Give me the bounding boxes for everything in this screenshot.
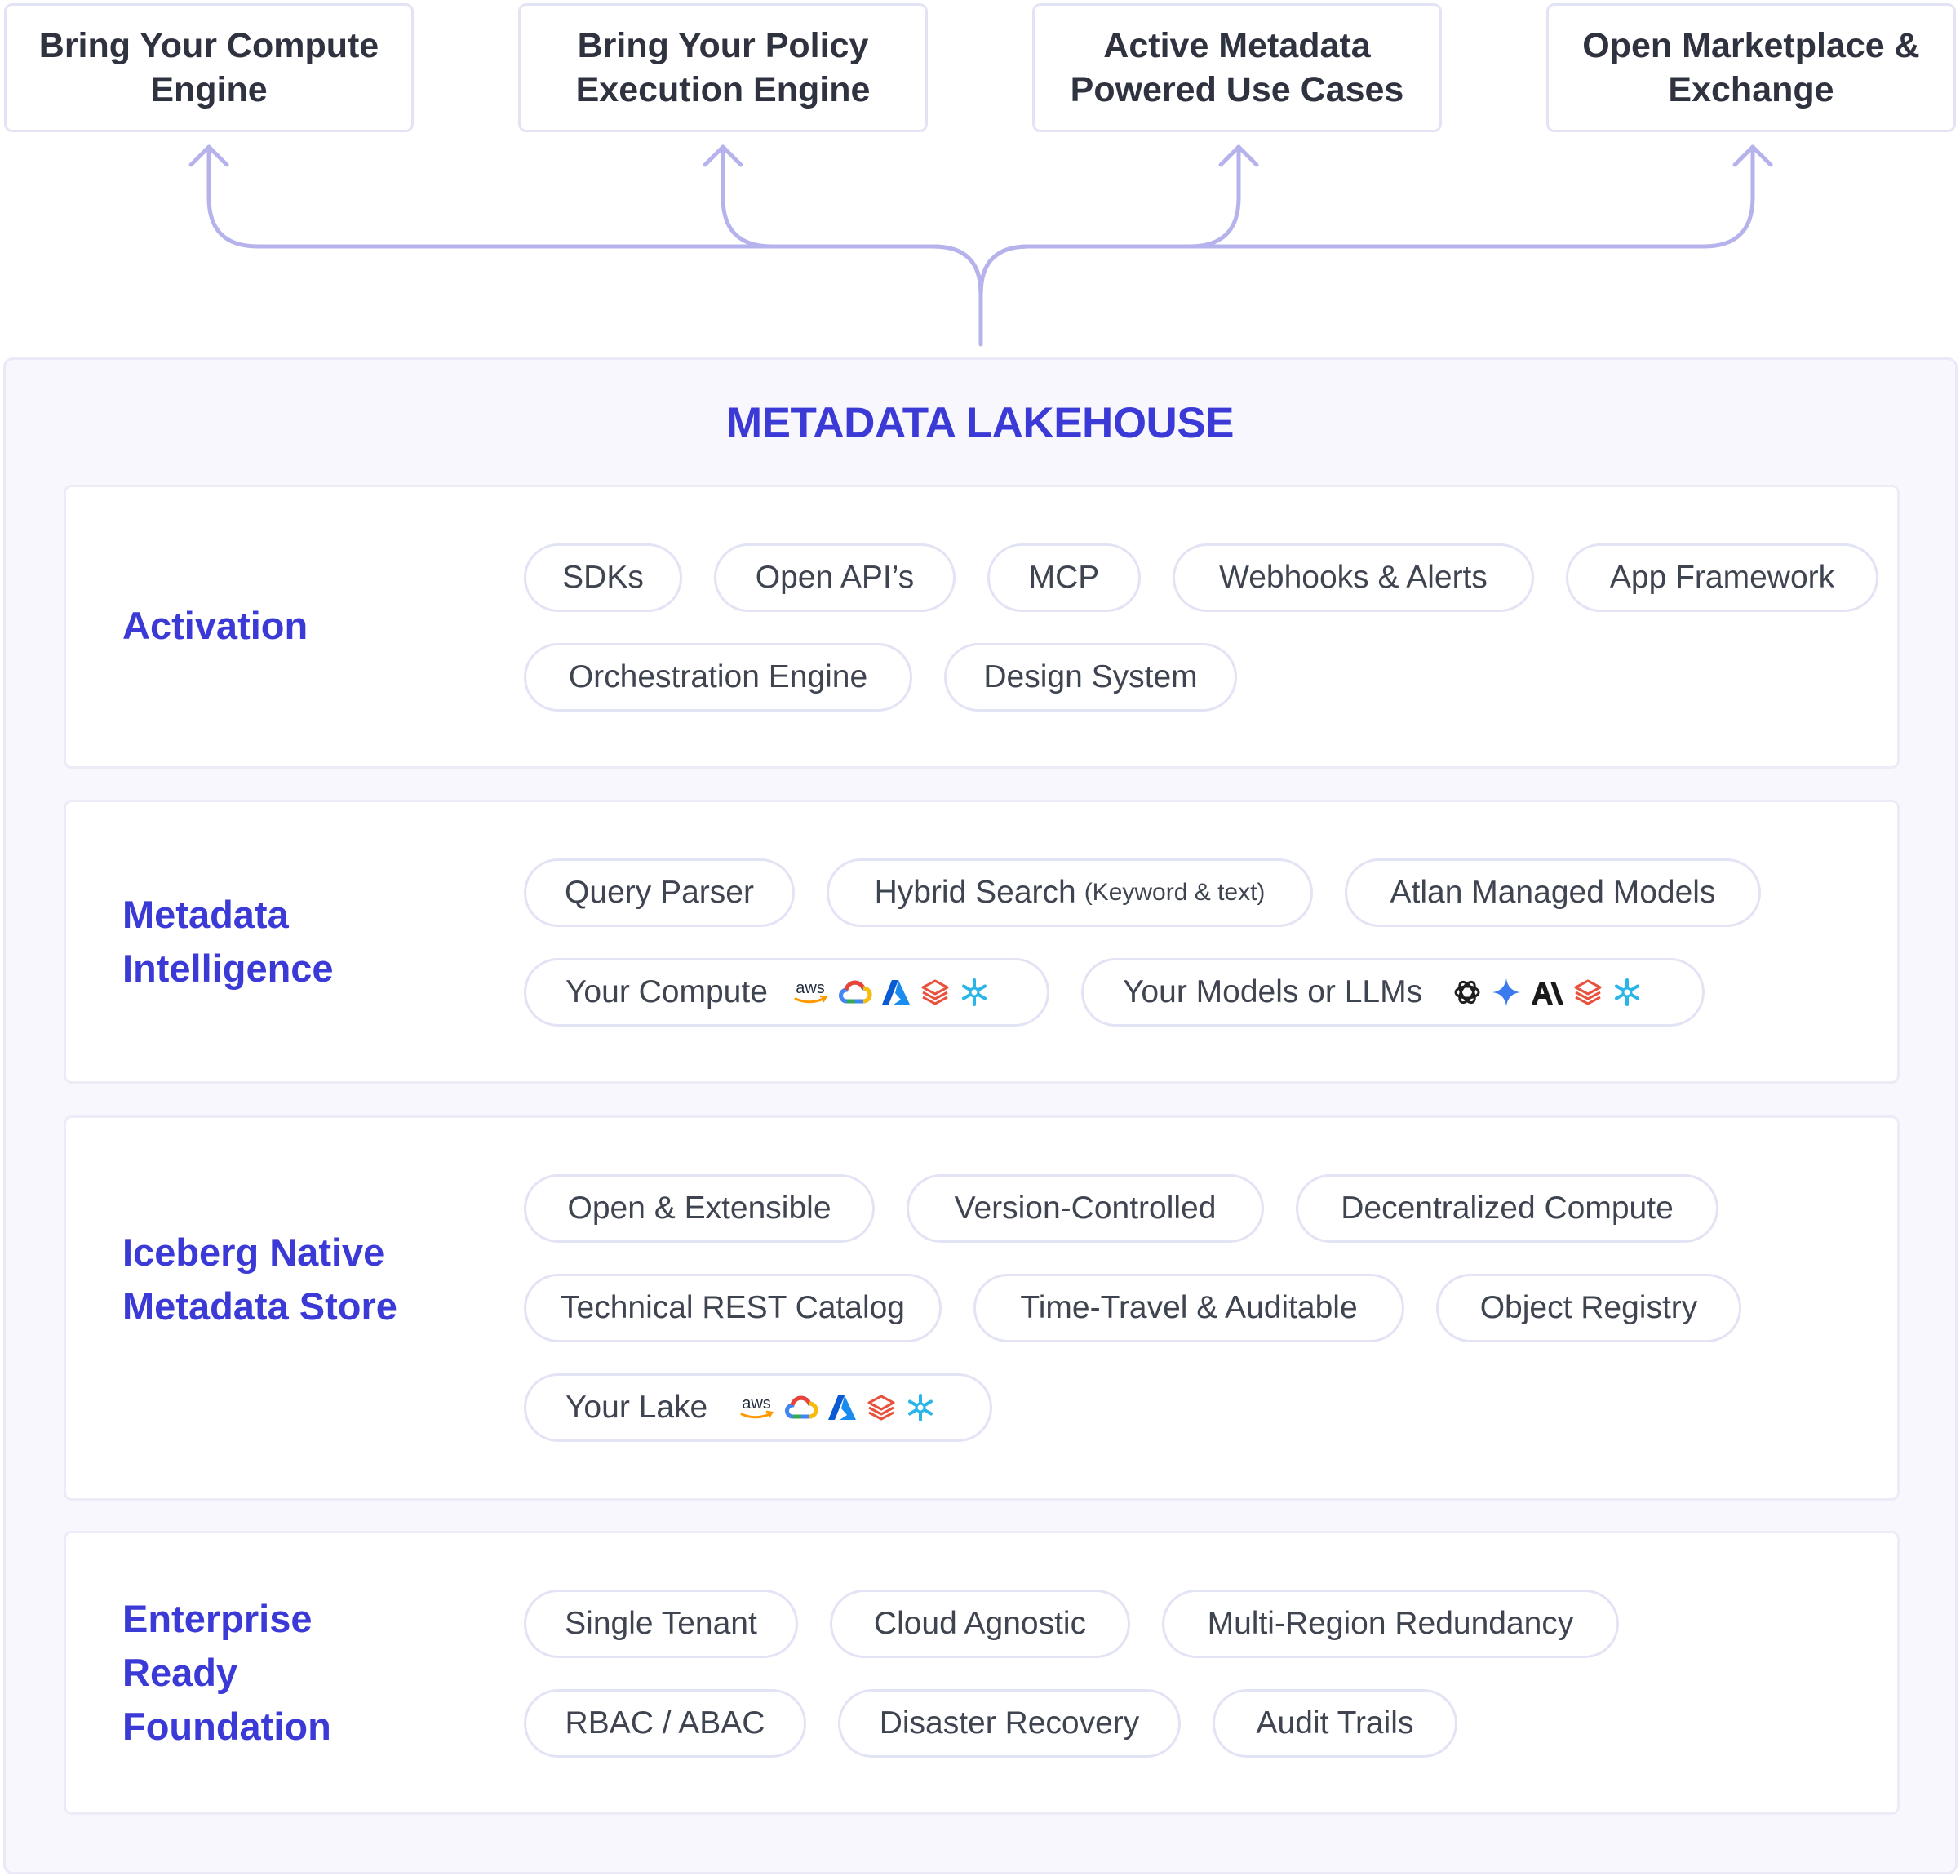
pill-your-lake (524, 1373, 992, 1442)
pill-object-registry (1436, 1274, 1741, 1342)
pill-label: Multi-Region Redundancy (1207, 1606, 1574, 1641)
pill-label: Your Lake (565, 1390, 708, 1425)
pill-decentralized-compute (1296, 1174, 1718, 1243)
databricks-icon (920, 978, 951, 1006)
pill-app-framework (1566, 543, 1878, 612)
pill-label: SDKs (562, 560, 644, 595)
lakehouse-title: METADATA LAKEHOUSE (725, 399, 1235, 447)
aws-icon (737, 1394, 776, 1421)
pill-your-compute (524, 958, 1049, 1027)
section-title-enterprise-foundation: Enterprise Ready Foundation (122, 1597, 331, 1748)
pill-sdks (524, 543, 682, 612)
pill-disaster-recovery (838, 1689, 1181, 1758)
pill-label: Hybrid Search (874, 875, 1076, 910)
aws-icon (791, 978, 830, 1006)
pill-label: Object Registry (1479, 1290, 1698, 1325)
pill-label: Technical REST Catalog (561, 1290, 905, 1325)
section-title-iceberg-metadata-store: Iceberg Native Metadata Store (122, 1231, 397, 1328)
databricks-icon (866, 1394, 897, 1421)
pill-label: Atlan Managed Models (1390, 875, 1716, 910)
policy-engine-box (518, 3, 928, 132)
pill-multi-region-redundancy (1162, 1590, 1619, 1658)
gemini-icon (1491, 977, 1522, 1008)
pill-time-travel-auditable (973, 1274, 1404, 1342)
active-metadata-label: Active Metadata Powered Use Cases (1070, 26, 1404, 109)
section-title-metadata-intelligence: Metadata Intelligence (122, 893, 334, 990)
pill-rbac-abac (524, 1689, 806, 1758)
pill-hybrid-search (827, 858, 1313, 927)
pill-atlan-managed-models (1345, 858, 1761, 927)
snowflake-icon (959, 978, 990, 1006)
pill-webhooks-alerts (1173, 543, 1534, 612)
hybrid-search-note: (Keyword & text) (1084, 879, 1266, 906)
pill-label: Open API’s (755, 560, 915, 595)
pill-single-tenant (524, 1590, 798, 1658)
anthropic-icon (1530, 978, 1564, 1006)
pill-label: RBAC / ABAC (565, 1705, 765, 1741)
active-metadata-box (1032, 3, 1442, 132)
section-title-activation: Activation (122, 604, 308, 647)
svg-text:aws: aws (796, 979, 825, 997)
pill-open-apis (714, 543, 956, 612)
pill-mcp (987, 543, 1141, 612)
google-cloud-icon (838, 978, 872, 1006)
policy-engine-label: Bring Your Policy Execution Engine (575, 26, 871, 109)
snowflake-icon (1612, 978, 1643, 1006)
pill-label: Your Compute (565, 974, 768, 1009)
google-cloud-icon (784, 1394, 818, 1421)
lake-logos (737, 1394, 936, 1421)
pill-orchestration-engine (524, 643, 912, 712)
pill-audit-trails (1213, 1689, 1457, 1758)
compute-engine-label: Bring Your Compute Engine (38, 26, 379, 109)
pill-technical-rest-catalog (524, 1274, 942, 1342)
pill-label: Webhooks & Alerts (1219, 560, 1488, 595)
pill-label: Disaster Recovery (879, 1705, 1140, 1741)
model-logos (1452, 977, 1643, 1008)
pill-design-system (944, 643, 1237, 712)
pill-label: Version-Controlled (954, 1191, 1217, 1226)
snowflake-icon (905, 1394, 936, 1421)
pill-cloud-agnostic (830, 1590, 1130, 1658)
pill-label: Open & Extensible (567, 1191, 831, 1226)
pill-label: Single Tenant (565, 1606, 757, 1641)
pill-label: Orchestration Engine (568, 659, 868, 694)
azure-icon (880, 978, 911, 1006)
svg-text:aws: aws (742, 1395, 772, 1413)
compute-engine-box (4, 3, 414, 132)
pill-your-models-llms (1081, 958, 1705, 1027)
pill-label: Your Models or LLMs (1123, 974, 1423, 1009)
pill-label: App Framework (1609, 560, 1835, 595)
pill-label: Decentralized Compute (1341, 1191, 1674, 1226)
pill-open-extensible (524, 1174, 875, 1243)
azure-icon (827, 1394, 858, 1421)
pill-label: Design System (983, 659, 1198, 694)
databricks-icon (1572, 978, 1603, 1006)
pill-label: Time-Travel & Auditable (1020, 1290, 1358, 1325)
pill-version-controlled (907, 1174, 1264, 1243)
marketplace-box (1546, 3, 1956, 132)
marketplace-label: Open Marketplace & Exchange (1582, 26, 1920, 109)
openai-icon (1452, 977, 1483, 1008)
pill-query-parser (524, 858, 795, 927)
compute-logos (791, 978, 990, 1006)
pill-label: Audit Trails (1256, 1705, 1414, 1741)
pill-label: Query Parser (565, 875, 754, 910)
pill-label: MCP (1028, 560, 1100, 595)
pill-label: Cloud Agnostic (873, 1606, 1087, 1641)
